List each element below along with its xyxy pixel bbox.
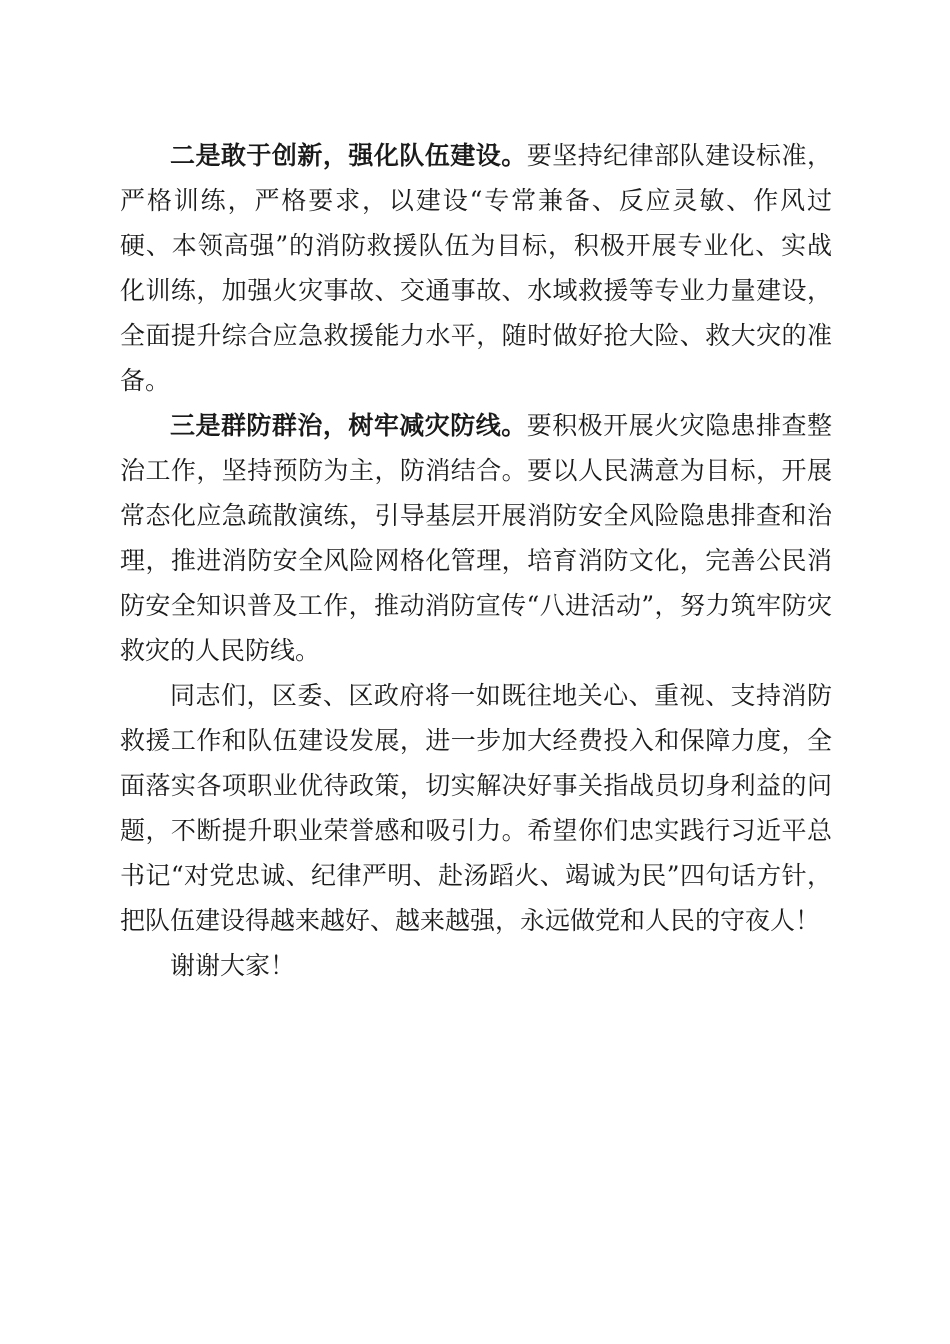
paragraph-thanks	[120, 943, 832, 988]
paragraph-closing-remarks	[120, 673, 832, 943]
paragraph-team-building	[120, 133, 832, 403]
paragraph-text-team-building: 要坚持纪律部队建设标准，严格训练，严格要求，以建设“专常兼备、反应灵敏、作风过硬、本领高强”的消防救援队伍为目标，积极开展专业化、实战化训练，加强火灾事故、交通事故、水域救援等专业力量建设，全面提升综合应急救援能力水平，随时做好抢大险、救大灾的准备。	[120, 141, 832, 395]
paragraph-text-disaster-prevention: 要积极开展火灾隐患排查整治工作，坚持预防为主，防消结合。要以人民满意为目标，开展常态化应急疏散演练，引导基层开展消防安全风险隐患排查和治理，推进消防安全风险网格化管理，培育消防文化，完善公民消防安全知识普及工作，推动消防宣传“八进活动”，努力筑牢防灾救灾的人民防线。	[120, 411, 832, 665]
paragraph-heading-team-building: 二是敢于创新，强化队伍建设。	[170, 141, 527, 170]
paragraph-text-thanks: 谢谢大家！	[170, 951, 296, 980]
document-body	[120, 133, 832, 988]
paragraph-disaster-prevention	[120, 403, 832, 673]
paragraph-text-closing-remarks: 同志们，区委、区政府将一如既往地关心、重视、支持消防救援工作和队伍建设发展，进一步加大经费投入和保障力度，全面落实各项职业优待政策，切实解决好事关指战员切身利益的问题，不断提升职业荣誉感和吸引力。希望你们忠实践行习近平总书记“对党忠诚、纪律严明、赴汤蹈火、竭诚为民”四句话方针，把队伍建设得越来越好、越来越强，永远做党和人民的守夜人！	[120, 681, 832, 935]
paragraph-heading-disaster-prevention: 三是群防群治，树牢减灾防线。	[170, 411, 527, 440]
